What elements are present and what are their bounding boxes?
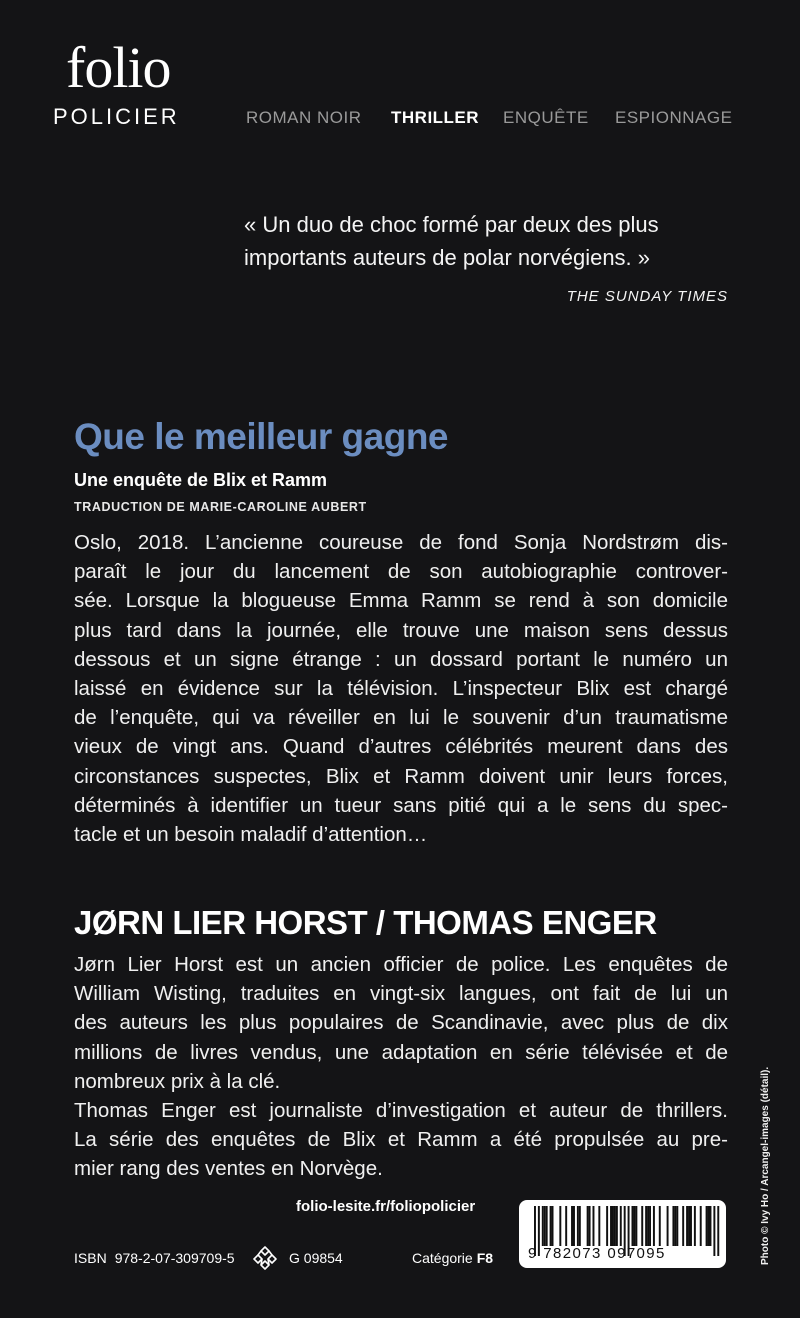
barcode-bar (667, 1206, 669, 1246)
barcode-bar (577, 1206, 579, 1246)
quote-source: THE SUNDAY TIMES (566, 288, 728, 305)
synopsis-line: sée. Lorsque la blogueuse Emma Ramm se rend à son domicile (74, 589, 728, 613)
barcode-bar (682, 1206, 684, 1246)
genre-roman-noir: ROMAN NOIR (246, 108, 362, 127)
isbn-label: ISBN (74, 1250, 107, 1266)
barcode-bar (606, 1206, 608, 1246)
barcode-bar (694, 1206, 696, 1246)
synopsis (74, 528, 728, 849)
barcode-bar (710, 1206, 712, 1246)
synopsis-line: vieux de vingt ans. Quand d’autres célébrités meurent dans des (74, 735, 728, 759)
barcode-bar (659, 1206, 661, 1246)
genre-enquete: ENQUÊTE (503, 108, 589, 127)
barcode-bar (544, 1206, 546, 1246)
barcode-bar (690, 1206, 692, 1246)
barcode-bar (573, 1206, 575, 1246)
barcode-bar (612, 1206, 614, 1246)
category-label: Catégorie (412, 1250, 473, 1266)
barcode-bar (546, 1206, 548, 1246)
translation-credit: TRADUCTION DE MARIE-CAROLINE AUBERT (74, 500, 367, 514)
book-subtitle: Une enquête de Blix et Ramm (74, 470, 328, 490)
quote-line: importants auteurs de polar norvégiens. » (244, 245, 651, 270)
barcode-number: 9 782073 097095 (528, 1245, 666, 1262)
barcode-bar (647, 1206, 649, 1246)
barcode-bar (645, 1206, 647, 1246)
publisher-emblem-icon (252, 1244, 278, 1272)
barcode-bar (610, 1206, 612, 1246)
policier-logo: POLICIER (53, 104, 180, 129)
barcode-bar (676, 1206, 678, 1246)
isbn (74, 1250, 235, 1266)
barcode-bar (688, 1206, 690, 1246)
barcode-bar (706, 1206, 708, 1246)
barcode-bar (565, 1206, 567, 1246)
barcode-bar (620, 1206, 622, 1246)
bio-line: La série des enquêtes de Blix et Ramm a été propulsée au pre- (74, 1128, 728, 1152)
barcode-bar (686, 1206, 688, 1246)
barcode-bar (653, 1206, 655, 1246)
barcode-bar (616, 1206, 618, 1246)
barcode-bar (614, 1206, 616, 1246)
barcode-bar (633, 1206, 635, 1246)
genre-espionnage: ESPIONNAGE (615, 108, 733, 127)
barcode-bar (635, 1206, 637, 1246)
g-code: G 09854 (289, 1250, 343, 1266)
barcode-bar (672, 1206, 674, 1246)
barcode-bar (559, 1206, 561, 1246)
barcode-bar (593, 1206, 595, 1246)
barcode-bar (579, 1206, 581, 1246)
synopsis-line: circonstances suspectes, Blix et Ramm doivent unir leurs forces, (74, 764, 728, 788)
bio-line: Jørn Lier Horst est un ancien officier de police. Les enquêtes de (74, 953, 728, 976)
barcode-bar (700, 1206, 702, 1246)
barcode-bar (641, 1206, 643, 1246)
barcode-bar (542, 1206, 544, 1246)
press-quote (244, 208, 724, 274)
genre-thriller: THRILLER (391, 108, 480, 127)
synopsis-line: tacle et un besoin maladif d’attention… (74, 823, 428, 847)
photo-credit: Photo © Ivy Ho / Arcangel-images (détail). (760, 1066, 771, 1265)
barcode-bar (571, 1206, 573, 1246)
barcode-bar (708, 1206, 710, 1246)
barcode-bar (649, 1206, 651, 1246)
synopsis-line: paraît le jour du lancement de son autobiographie controver- (74, 560, 728, 584)
synopsis-line: laissé en évidence sur la télévision. L’inspecteur Blix est chargé (74, 677, 728, 701)
isbn-value: 978-2-07-309709-5 (114, 1250, 235, 1266)
synopsis-line: déterminés à identifier un tueur sans pitié qui a le sens du spec- (74, 793, 728, 817)
bio-line: des auteurs les plus populaires de Scandinavie, avec plus de dix (74, 1011, 728, 1035)
bio-line: Thomas Enger est journaliste d’investigation et auteur de thrillers. (74, 1099, 728, 1123)
synopsis-line: plus tard dans la journée, elle trouve une maison sens dessus (74, 618, 728, 642)
book-title: Que le meilleur gagne (74, 416, 449, 457)
bio-line: nombreux prix à la clé. (74, 1069, 281, 1093)
barcode-bar (550, 1206, 552, 1246)
bio-line: mier rang des ventes en Norvège. (74, 1157, 383, 1181)
authors-bio (74, 950, 728, 1184)
bio-line: William Wisting, traduites en vingt-six langues, ont fait de lui un (74, 982, 728, 1006)
synopsis-line: dessous et un signe étrange : un dossard portant le numéro un (74, 647, 728, 671)
barcode-bar (632, 1206, 634, 1246)
synopsis-line: Oslo, 2018. L’ancienne coureuse de fond Sonja Nordstrøm dis- (74, 531, 728, 554)
bio-line: millions de livres vendus, une adaptation en série télévisée et de (74, 1040, 728, 1064)
quote-line: « Un duo de choc formé par deux des plus (244, 212, 659, 237)
barcode-bar (587, 1206, 589, 1246)
barcode-bar (598, 1206, 600, 1246)
folio-logo: folio (66, 35, 171, 100)
synopsis-line: de l’enquête, qui va réveiller en lui le souvenir d’un traumatisme (74, 706, 728, 730)
category-value: F8 (476, 1250, 494, 1266)
website-link[interactable]: folio-lesite.fr/foliopolicier (296, 1198, 476, 1215)
category (412, 1250, 493, 1266)
barcode-bar (589, 1206, 591, 1246)
barcode-bar (674, 1206, 676, 1246)
authors-heading: JØRN LIER HORST / THOMAS ENGER (74, 904, 657, 941)
barcode-bar (552, 1206, 554, 1246)
